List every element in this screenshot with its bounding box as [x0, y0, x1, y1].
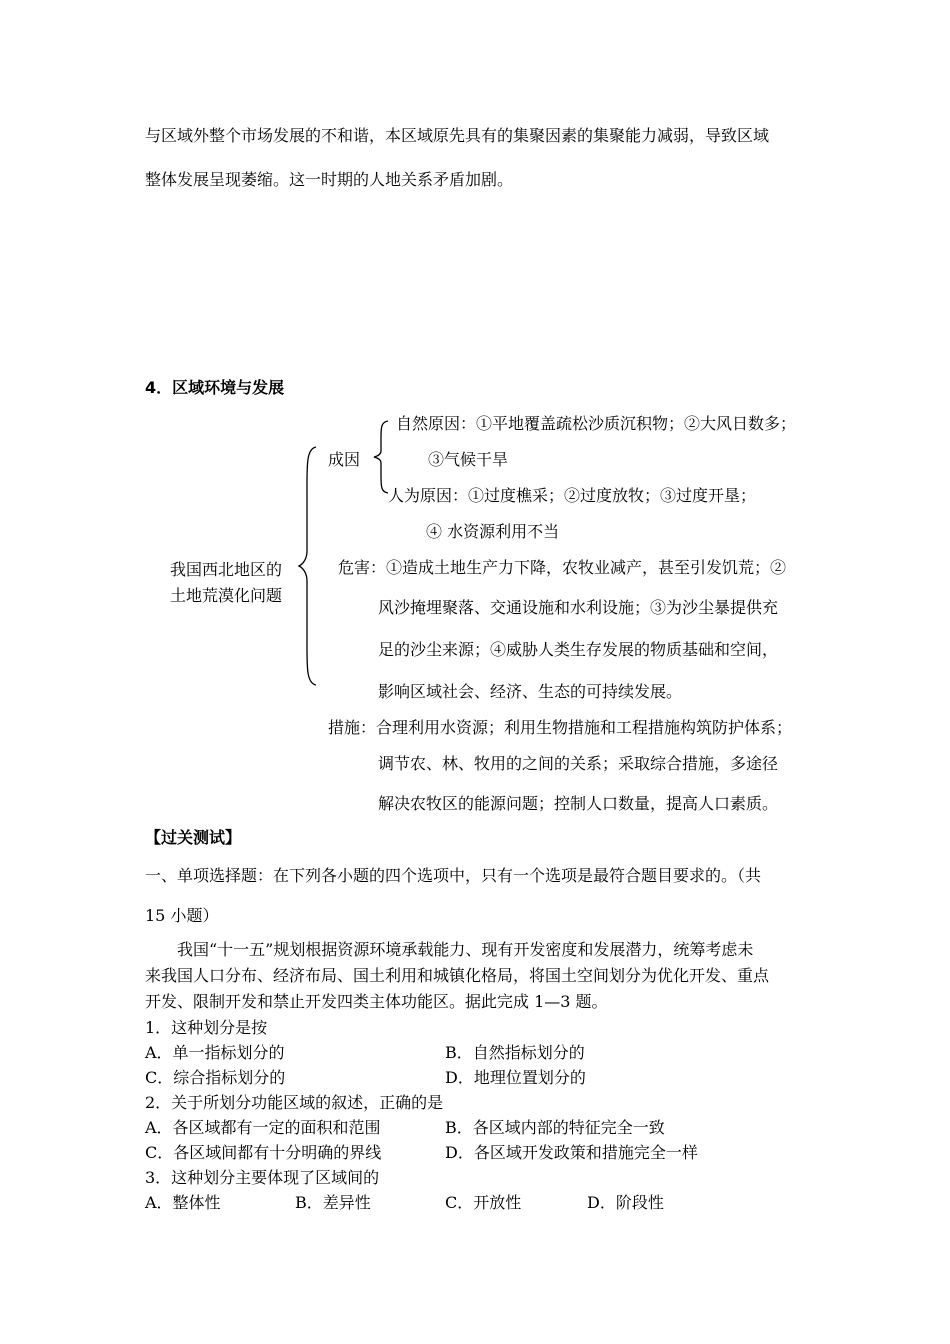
natural-cause-line-1: 自然原因：①平地覆盖疏松沙质沉积物；②大风日数多； [396, 414, 797, 433]
topic-line-1: 我国西北地区的 [170, 560, 283, 579]
topic-brace [298, 446, 318, 686]
q3-option-d: D．阶段性 [587, 1193, 664, 1212]
q2-stem: 2．关于所划分功能区域的叙述，正确的是 [145, 1093, 444, 1112]
topic-line-2: 土地荒漠化问题 [170, 586, 283, 605]
q1-option-d: D．地理位置划分的 [445, 1068, 586, 1087]
passage-line-2: 来我国人口分布、经济布局、国土利用和城镇化格局，将国土空间划分为优化开发、重点 [145, 966, 770, 985]
intro-line-2: 整体发展呈现萎缩。这一时期的人地关系矛盾加剧。 [145, 170, 514, 189]
measure-line-2: 调节农、林、牧用的之间的关系；采取综合措施，多途径 [378, 754, 779, 773]
q2-option-c: C．各区域间都有十分明确的界线 [145, 1143, 382, 1162]
human-cause-line-2: ④ 水资源利用不当 [426, 522, 560, 541]
section-heading: 4．区域环境与发展 [145, 378, 285, 397]
human-cause-line-1: 人为原因：①过度樵采；②过度放牧；③过度开垦； [388, 486, 757, 505]
harm-line-1: 危害：①造成土地生产力下降，农牧业减产，甚至引发饥荒；② [338, 558, 787, 577]
cause-brace [372, 420, 390, 494]
test-heading: 【过关测试】 [145, 828, 242, 847]
q1-option-b: B．自然指标划分的 [445, 1043, 585, 1062]
q2-option-a: A．各区域都有一定的面积和范围 [145, 1118, 381, 1137]
q3-option-c: C．开放性 [445, 1193, 522, 1212]
q3-option-b: B．差异性 [295, 1193, 371, 1212]
harm-line-4: 影响区域社会、经济、生态的可持续发展。 [378, 682, 683, 701]
measure-line-1: 措施：合理利用水资源；利用生物措施和工程措施构筑防护体系； [328, 718, 793, 737]
harm-line-3: 足的沙尘来源；④威胁人类生存发展的物质基础和空间， [378, 640, 779, 659]
harm-line-2: 风沙掩埋聚落、交通设施和水利设施；③为沙尘暴提供充 [378, 598, 779, 617]
q1-option-a: A．单一指标划分的 [145, 1043, 285, 1062]
q2-option-b: B．各区域内部的特征完全一致 [445, 1118, 665, 1137]
q2-option-d: D．各区域开发政策和措施完全一样 [445, 1143, 698, 1162]
q1-option-c: C．综合指标划分的 [145, 1068, 286, 1087]
q3-stem: 3．这种划分主要体现了区域间的 [145, 1168, 380, 1187]
instruction-line-2: 15 小题） [145, 906, 219, 925]
natural-cause-line-2: ③气候干旱 [428, 450, 509, 469]
instruction-line-1: 一、单项选择题：在下列各小题的四个选项中，只有一个选项是最符合题目要求的。（共 [145, 866, 762, 885]
passage-line-3: 开发、限制开发和禁止开发四类主体功能区。据此完成 1—3 题。 [145, 992, 608, 1011]
cause-label: 成因 [328, 450, 361, 469]
intro-line-1: 与区域外整个市场发展的不和谐，本区域原先具有的集聚因素的集聚能力减弱，导致区域 [145, 126, 770, 145]
passage-line-1: 我国“十一五”规划根据资源环境承载能力、现有开发密度和发展潜力，统筹考虑未 [177, 940, 754, 959]
q1-stem: 1．这种划分是按 [145, 1018, 268, 1037]
q3-option-a: A．整体性 [145, 1193, 221, 1212]
measure-line-3: 解决农牧区的能源问题；控制人口数量，提高人口素质。 [378, 794, 779, 813]
